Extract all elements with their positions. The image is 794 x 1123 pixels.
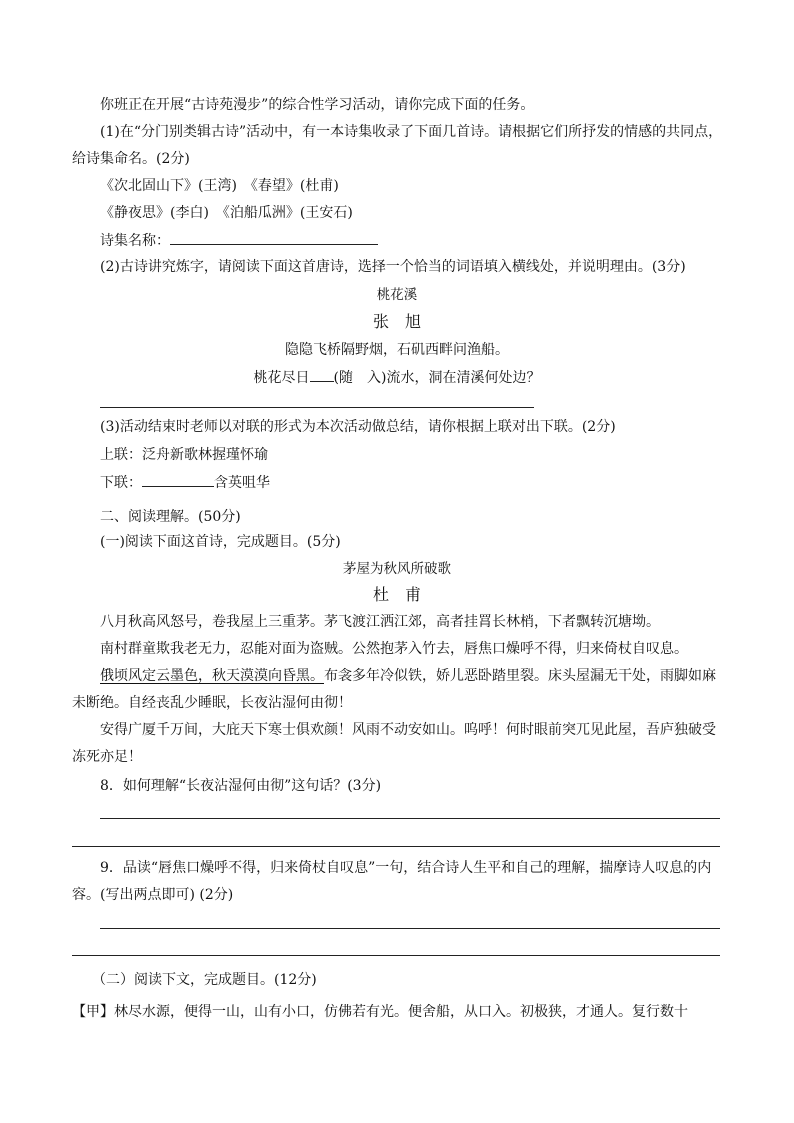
q3-lower-label: 下联： [100, 475, 142, 491]
poem-para3 [100, 666, 716, 686]
q3-lower-blank[interactable] [142, 472, 214, 487]
q2-line2-options: (随 入) [333, 370, 387, 386]
q1-prompt: (1)在“分门别类辑古诗”活动中，有一本诗集收录了下面几首诗。请根据它们所抒发的情感的共同点， [100, 124, 723, 140]
q1-answer-blank[interactable] [170, 230, 378, 245]
q8-answer-line-2[interactable] [72, 846, 720, 847]
part2-heading: （二）阅读下文，完成题目。(12分) [92, 972, 317, 988]
question-8: 8．如何理解“长夜沾湿何由彻”这句话？(3分) [100, 778, 382, 794]
q9-answer-line-1[interactable] [100, 928, 720, 929]
q2-fill-blank[interactable] [310, 367, 334, 382]
q1-answer-line [100, 230, 378, 251]
poem-para4: 安得广厦千万间，大庇天下寒士俱欢颜！风雨不动安如山。呜呼！何时眼前突兀见此屋，吾庐独破受 [100, 722, 716, 738]
q2-poem-author: 张 旭 [372, 312, 421, 331]
poem-para2: 南村群童欺我老无力，忍能对面为盗贼。公然抱茅入竹去，唇焦口燥呼不得，归来倚杖自叹息。 [100, 641, 688, 657]
poem-para3-cont: 未断绝。自经丧乱少睡眠，长夜沾湿何由彻！ [72, 695, 352, 711]
q1-answer-label: 诗集名称： [100, 233, 170, 249]
q2-line2-pre: 桃花尽日 [253, 370, 310, 386]
part1-heading: (一)阅读下面这首诗，完成题目。(5分) [100, 534, 341, 550]
poem-para1: 八月秋高风怒号，卷我屋上三重茅。茅飞渡江洒江郊，高者挂罥长林梢，下者飘转沉塘坳。 [100, 614, 660, 630]
intro-text: 你班正在开展“古诗苑漫步”的综合性学习活动，请你完成下面的任务。 [100, 97, 535, 113]
poem-title: 茅屋为秋风所破歌 [343, 561, 451, 577]
question-9-cont: 容。(写出两点即可) (2分) [72, 887, 234, 903]
q1-poems-row1: 《次北固山下》(王湾) 《春望》(杜甫) [100, 178, 339, 194]
q1-poems-row2: 《静夜思》(李白) 《泊船瓜洲》(王安石) [100, 205, 353, 221]
poem-author: 杜 甫 [372, 585, 421, 604]
poem-para3-underlined: 俄顷风定云墨色，秋天漠漠向昏黑。 [100, 668, 324, 684]
q3-lower-suffix: 含英咀华 [214, 475, 270, 491]
q3-upper: 上联：泛舟新歌林握瑾怀瑜 [100, 447, 268, 463]
poem-para4-cont: 冻死亦足！ [72, 749, 142, 765]
q2-poem-title: 桃花溪 [376, 287, 418, 303]
q3-lower-line [100, 472, 270, 493]
passage-jia: 【甲】林尽水源，便得一山，山有小口，仿佛若有光。便舍船，从口入。初极狭，才通人。复行数十 [72, 1004, 688, 1020]
q2-prompt: (2)古诗讲究炼字，请阅读下面这首唐诗，选择一个恰当的词语填入横线处，并说明理由。(3分) [100, 259, 686, 275]
q9-answer-line-2[interactable] [72, 955, 720, 956]
poem-para3-rest: 布衾多年冷似铁，娇儿恶卧踏里裂。床头屋漏无干处，雨脚如麻 [324, 668, 716, 684]
q2-poem-line2 [0, 367, 794, 388]
q2-poem-line1: 隐隐飞桥隔野烟，石矶西畔问渔船。 [285, 342, 509, 358]
q2-answer-line[interactable] [100, 407, 534, 408]
q2-line2-post: 流水，洞在清溪何处边？ [386, 370, 541, 386]
q8-answer-line-1[interactable] [100, 818, 720, 819]
q1-prompt-cont: 给诗集命名。(2分) [72, 151, 190, 167]
question-9: 9．品读“唇焦口燥呼不得，归来倚杖自叹息”一句，结合诗人生平和自己的理解，揣摩诗人叹息的内 [100, 860, 712, 876]
q3-prompt: (3)活动结束时老师以对联的形式为本次活动做总结，请你根据上联对出下联。(2分) [100, 419, 616, 435]
section2-heading: 二、阅读理解。(50分) [100, 509, 241, 525]
